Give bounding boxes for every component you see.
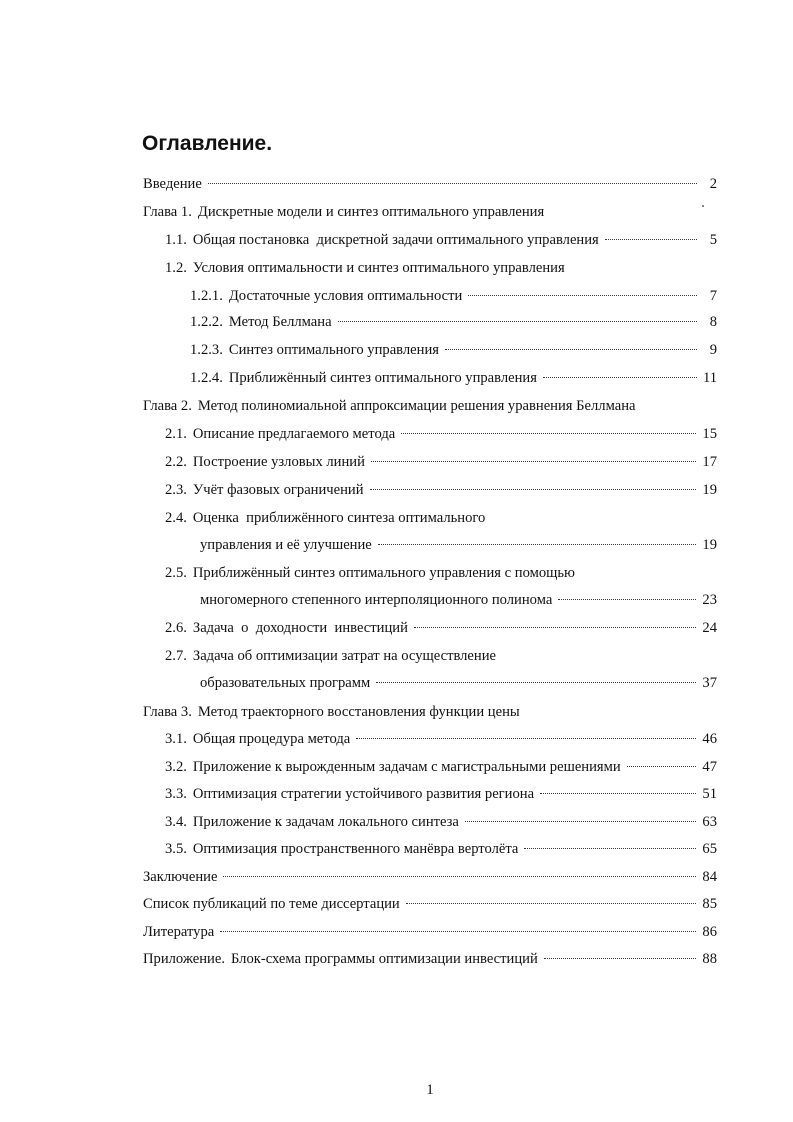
toc-entry-number: 2.5. <box>165 565 187 581</box>
dot-leader <box>540 793 696 794</box>
dot-leader <box>414 627 697 628</box>
toc-entry-number: 3.5. <box>165 841 187 857</box>
toc-entry-title: образовательных программ <box>200 675 371 691</box>
toc-entry-number: 1.2.4. <box>190 370 223 386</box>
toc-entry-number: 2.2. <box>165 454 187 470</box>
toc-entry-page: 63 <box>702 814 717 830</box>
toc-entry-number: 1.1. <box>165 232 187 248</box>
toc-entry[interactable] <box>165 480 717 500</box>
toc-entry-page: 2 <box>709 176 717 192</box>
toc-entry-number: 1.2.1. <box>190 288 223 304</box>
page-number: 1 <box>426 1082 434 1098</box>
dot-leader <box>208 183 697 184</box>
toc-entry-page: 65 <box>702 841 717 857</box>
toc-entry-title: Приближённый синтез оптимального управления с помощью <box>192 565 575 581</box>
toc-entry-title: Приложение к вырожденным задачам с магистральными решениями <box>192 759 621 775</box>
toc-entry-title: Метод полиномиальной аппроксимации решения уравнения Беллмана <box>197 398 636 414</box>
toc-entry-page: 88 <box>702 951 717 967</box>
toc-entry[interactable] <box>165 508 485 528</box>
dot-leader <box>220 931 696 932</box>
toc-entry-number: 3.1. <box>165 731 187 747</box>
toc-entry[interactable] <box>143 922 717 942</box>
dot-leader <box>371 461 696 462</box>
toc-entry-number: 3.2. <box>165 759 187 775</box>
toc-entry[interactable] <box>190 340 717 360</box>
toc-entry[interactable] <box>165 646 496 666</box>
toc-entry-title: Приложение к задачам локального синтеза <box>192 814 459 830</box>
toc-entry[interactable] <box>143 894 717 914</box>
dot-leader <box>378 544 697 545</box>
page-title: Оглавление. <box>142 132 273 155</box>
toc-entry[interactable] <box>143 949 717 969</box>
dot-leader <box>465 821 697 822</box>
toc-entry-number: 2.4. <box>165 510 187 526</box>
toc-entry-number: 1.2.3. <box>190 342 223 358</box>
toc-entry-number: 2.3. <box>165 482 187 498</box>
toc-entry[interactable] <box>143 702 520 722</box>
toc-entry-page: 19 <box>702 537 717 553</box>
toc-entry-page: 15 <box>702 426 717 442</box>
toc-entry-page: 37 <box>702 675 717 691</box>
toc-entry-title: Дискретные модели и синтез оптимального управления <box>197 204 545 220</box>
toc-entry[interactable] <box>165 424 717 444</box>
toc-entry-page: 17 <box>702 454 717 470</box>
dot-leader <box>376 682 696 683</box>
toc-entry-page: 85 <box>702 896 717 912</box>
dot-leader <box>445 349 697 350</box>
toc-entry[interactable] <box>143 396 636 416</box>
toc-entry-page: 47 <box>702 759 717 775</box>
toc-entry-title: Заключение <box>143 869 218 885</box>
toc-entry-title: Описание предлагаемого метода <box>192 426 396 442</box>
toc-entry[interactable] <box>165 812 717 832</box>
dot-leader <box>627 766 697 767</box>
toc-entry-number: 1.2. <box>165 260 187 276</box>
toc-entry-number: 2.7. <box>165 648 187 664</box>
toc-entry[interactable] <box>165 618 717 638</box>
toc-entry[interactable] <box>165 839 717 859</box>
toc-entry-title: Приближённый синтез оптимального управления <box>228 370 537 386</box>
toc-entry-title: Задача о доходности инвестиций <box>192 620 408 636</box>
dot-leader <box>558 599 696 600</box>
toc-entry-number: 2.1. <box>165 426 187 442</box>
toc-entry[interactable] <box>165 563 575 583</box>
toc-entry-title: многомерного степенного интерполяционного полинома <box>200 592 553 608</box>
dot-leader <box>223 876 696 877</box>
toc-entry[interactable] <box>165 452 717 472</box>
toc-entry-title: Задача об оптимизации затрат на осуществление <box>192 648 497 664</box>
toc-entry-page: 5 <box>709 232 717 248</box>
dot-leader <box>605 239 697 240</box>
toc-entry-title: Общая постановка дискретной задачи оптимального управления <box>192 232 599 248</box>
toc-entry-page: 19 <box>702 482 717 498</box>
dot-leader <box>544 958 697 959</box>
toc-entry[interactable] <box>200 590 717 610</box>
toc-entry-title: управления и её улучшение <box>200 537 372 553</box>
dot-leader <box>468 295 697 296</box>
toc-entry[interactable] <box>165 757 717 777</box>
toc-entry-title: Общая процедура метода <box>192 731 351 747</box>
toc-entry-page: 9 <box>709 342 717 358</box>
dot-leader <box>543 377 697 378</box>
dot-leader <box>524 848 696 849</box>
toc-entry[interactable] <box>165 258 565 278</box>
dot-leader <box>406 903 697 904</box>
toc-entry-title: Учёт фазовых ограничений <box>192 482 364 498</box>
toc-entry-number: 3.4. <box>165 814 187 830</box>
toc-entry-title: Оптимизация пространственного манёвра вертолёта <box>192 841 519 857</box>
toc-entry-page: 86 <box>702 924 717 940</box>
toc-entry-number: Глава 3. <box>143 704 192 720</box>
toc-entry-number: 1.2.2. <box>190 314 223 330</box>
toc-entry-title: Метод траекторного восстановления функции цены <box>197 704 520 720</box>
scan-speck <box>702 205 704 207</box>
toc-entry-title: Условия оптимальности и синтез оптимального управления <box>192 260 565 276</box>
toc-entry[interactable] <box>190 368 717 388</box>
toc-entry-number: Глава 1. <box>143 204 192 220</box>
toc-entry-title: Литература <box>143 924 215 940</box>
toc-entry[interactable] <box>190 286 717 306</box>
dot-leader <box>370 489 697 490</box>
toc-entry-page: 8 <box>709 314 717 330</box>
dot-leader <box>338 321 697 322</box>
toc-entry[interactable] <box>143 174 717 194</box>
toc-entry-page: 24 <box>702 620 717 636</box>
toc-entry-title: Построение узловых линий <box>192 454 365 470</box>
toc-entry-title: Оптимизация стратегии устойчивого развития региона <box>192 786 535 802</box>
toc-entry[interactable] <box>143 202 544 222</box>
toc-entry-title: Введение <box>143 176 202 192</box>
toc-entry-title: Оценка приближённого синтеза оптимального <box>192 510 486 526</box>
toc-entry[interactable] <box>165 784 717 804</box>
toc-entry-title: Блок-схема программы оптимизации инвестиций <box>230 951 538 967</box>
toc-entry-number: 3.3. <box>165 786 187 802</box>
toc-entry-page: 51 <box>702 786 717 802</box>
toc-entry[interactable] <box>143 867 717 887</box>
toc-entry[interactable] <box>165 230 717 250</box>
toc-entry-page: 7 <box>709 288 717 304</box>
toc-entry-page: 23 <box>702 592 717 608</box>
toc-entry-title: Синтез оптимального управления <box>228 342 439 358</box>
dot-leader <box>356 738 696 739</box>
toc-entry[interactable] <box>200 535 717 555</box>
toc-entry-number: Приложение. <box>143 951 225 967</box>
toc-entry[interactable] <box>165 729 717 749</box>
toc-entry-page: 46 <box>702 731 717 747</box>
toc-entry-title: Список публикаций по теме диссертации <box>143 896 400 912</box>
toc-entry-page: 84 <box>702 869 717 885</box>
toc-entry[interactable] <box>190 312 717 332</box>
toc-entry-title: Достаточные условия оптимальности <box>228 288 463 304</box>
toc-entry-number: 2.6. <box>165 620 187 636</box>
toc-entry[interactable] <box>200 673 717 693</box>
toc-entry-number: Глава 2. <box>143 398 192 414</box>
toc-entry-page: 11 <box>702 370 717 386</box>
toc-entry-title: Метод Беллмана <box>228 314 332 330</box>
dot-leader <box>401 433 696 434</box>
